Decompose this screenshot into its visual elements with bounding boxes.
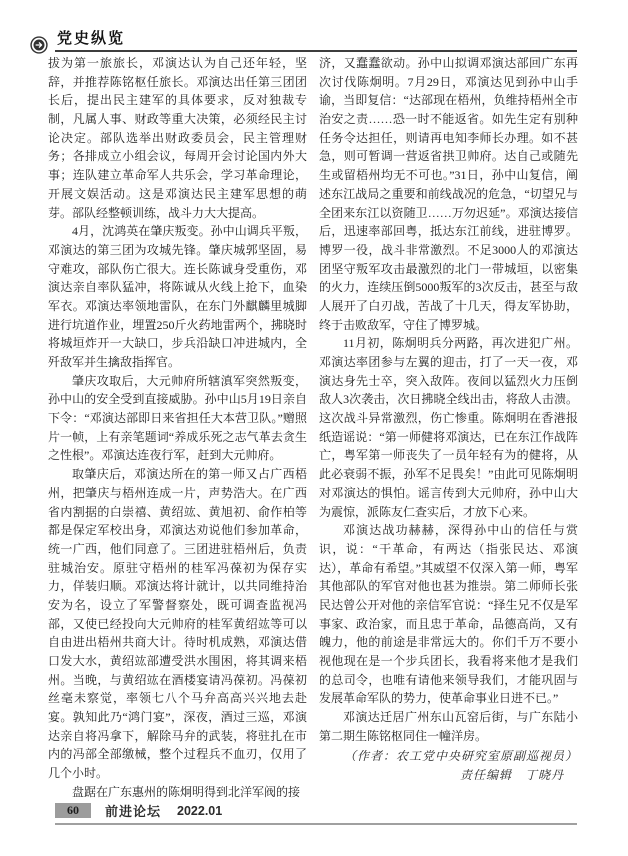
right-column — [319, 54, 578, 802]
paragraph: 4月，沈鸿英在肇庆叛变。孙中山调兵平叛，邓演达的第三团为攻城先锋。肇庆城郭坚固，易守难攻，部队伤亡很大。连长陈诚身受重伤，邓演达亲自率队猛冲，将陈诚从火线上抢下，血染军衣。邓演达率领地雷队，在东门外麒麟里城脚进行坑道作业，埋置250斤火药地雷两个，拂晓时将城垣炸开一大缺口，步兵沿缺口冲进城内，全歼敌军并生擒敌指挥官。 — [48, 224, 307, 369]
page-footer — [55, 801, 577, 825]
author-line: （作者：农工党中央研究室原副巡视员） — [343, 749, 578, 764]
article-body — [48, 54, 578, 802]
paragraph: 邓演达战功赫赫，深得孙中山的信任与赏识，说：“干革命，有两达（指张民达、邓演达），革命有希望。”其威望不仅深入第一师，粤军其他部队的军官对他也甚为推崇。第二师师长张民达曾公开对他的亲信军官说：“择生兄不仅是军事家、政治家，而且忠于革命，品德高尚，又有魄力，他的前途是非常远大的。你们千万不要小视他现在是一个步兵团长，我看将来他才是我们的总司令，也唯有请他来领导我们，才能巩固与发展革命军队的势力，使革命事业日进不已。” — [319, 523, 578, 706]
paragraph: 拔为第一旅旅长，邓演达认为自己还年轻，坚辞，并推荐陈铭枢任旅长。邓演达出任第三团团长后，提出民主建军的具体要求，反对独裁专制，凡属人事、财政等重大决策，必须经民主讨论决定。部队选举出财政委员会，民主管理财务；各排成立小组会议，每周开会讨论国内外大事；连队建立革命军人共乐会，学习革命理论，开展文娱活动。这是邓演达民主建军思想的萌芽。部队经整顿训练，战斗力大大提高。 — [48, 56, 307, 220]
paragraph: 取肇庆后，邓演达所在的第一师又占广西梧州，把肇庆与梧州连成一片，声势浩大。在广西省内割据的白崇禧、黄绍竑、黄旭初、俞作柏等都是保定军校出身，邓演达劝说他们参加革命，统一广西，他们同意了。三团进驻梧州后，负责驻城治安。原驻守梧州的桂军冯葆初为保存实力，佯装归顺。邓演达将计就计，以共同维持治安为名，设立了军警督察处，既可调查监视冯部，又使已经投向大元帅府的桂军黄绍竑等可以自由进出梧州共商大计。待时机成熟，邓演达借口发大水，黄绍竑部遭受洪水围困，将其调来梧州。当晚，与黄绍竑在酒楼宴请冯葆初。冯葆初丝毫未察觉，率领七八个马弁高高兴兴地去赴宴。孰知此乃“鸿门宴”，深夜，酒过三巡，邓演达亲自将冯拿下，解除马弁的武装，将驻扎在市内的冯部全部缴械，整个过程兵不血刃，仅用了几个小时。 — [48, 467, 307, 781]
journal-name: 前进论坛 — [105, 804, 162, 819]
circled-arrow-icon — [30, 36, 48, 54]
editor-line: 责任编辑 丁晓丹 — [459, 768, 564, 783]
header-rule — [55, 27, 577, 52]
paragraph: 邓演达迁居广州东山瓦窑后街，与广东陆小第二期生陈铭枢同住一幢洋房。 — [319, 710, 578, 743]
paragraph: 11月初，陈炯明兵分两路，再次进犯广州。邓演达率团参与左翼的迎击，打了一天一夜，邓演达身先士卒，突入敌阵。夜间以猛烈火力压倒敌人3次袭击，次日拂晓全线出击，将敌人击溃。这次战斗异常激烈，伤亡惨重。陈炯明在香港报纸造谣说：“第一师健将邓演达，已在东江作战阵亡，粤军第一师丧失了一员年轻有为的健将，从此必衰弱不振，孙军不足畏矣！”由此可见陈炯明对邓演达的惧怕。谣言传到大元帅府，孙中山大为震惊，派陈友仁查实后，才放下心来。 — [319, 336, 578, 519]
paragraph: 济，又蠢蠢欲动。孙中山拟调邓演达部回广东再次讨伐陈炯明。7月29日，邓演达见到孙中山手谕，当即复信：“达部现在梧州，负维持梧州全市治安之责……恐一时不能返省。如先生定有别种任务令达担任，则请再电知李师长办理。如不甚急，则可暂调一营返省拱卫帅府。达自己或随先生或留梧州均无不可也。”31日，孙中山复信，阐述东江战局之重要和前线战况的危急，“切望兄与全团来东江以资随卫……万勿迟延”。邓演达接信后，迅速率部回粤，抵达东江前线，进驻博罗。博罗一役，战斗非常激烈。不足3000人的邓演达团坚守叛军攻击最激烈的北门一带城垣，以密集的火力，连续压倒5000叛军的3次反击，甚至与敌人展开了白刃战，苦战了十几天，得友军协助，终于击败敌军，守住了博罗城。 — [319, 56, 578, 332]
paragraph: 肇庆攻取后，大元帅府所辖滇军突然叛变，孙中山的安全受到直接威胁。孙中山5月19日亲自下令：“邓演达部即日来省担任大本营卫队。”赠照片一帧，上有亲笔题词“养成乐死之志气革去贪生之性根”。邓演达连夜行军，赶到大元帅府。 — [48, 373, 307, 463]
paragraph: 盘踞在广东惠州的陈炯明得到北洋军阀的接 — [72, 784, 301, 799]
page-number-badge: 60 — [55, 803, 91, 818]
page-header — [30, 27, 577, 52]
left-column — [48, 54, 307, 802]
section-title: 党史纵览 — [57, 30, 126, 47]
issue-date: 2022.01 — [177, 803, 223, 818]
